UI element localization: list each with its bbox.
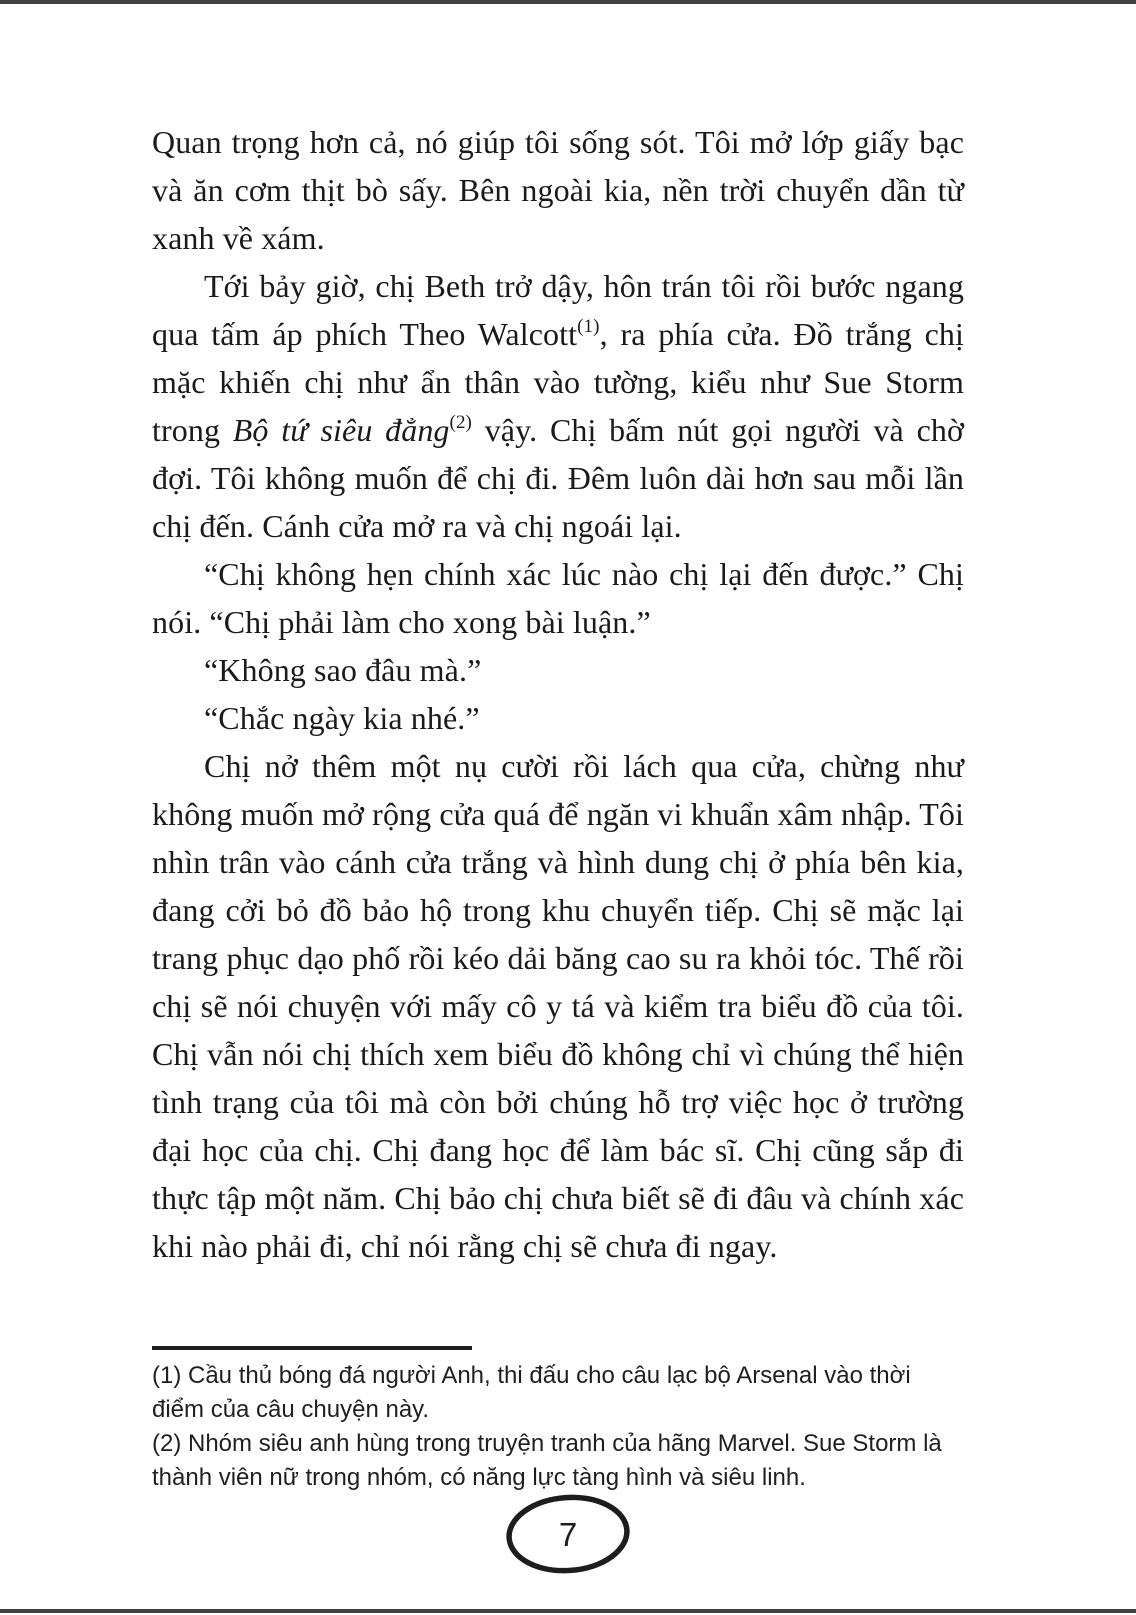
text-segment: , ra phía cửa. Đồ trắng chị mặc khiến chị như ẩn thân vào tường, kiểu như Sue Storm trong [152,316,964,448]
paragraph [152,694,964,742]
text-segment: vậy. Chị bấm nút gọi người và chờ đợi. Tôi không muốn để chị đi. Đêm luôn dài hơn sau mỗi lần chị đến. Cánh cửa mở ra và chị ngoái lại. [152,412,964,544]
text-segment: “Không sao đâu mà.” [204,652,482,688]
text-segment: “Chị không hẹn chính xác lúc nào chị lại đến được.” Chị nói. “Chị phải làm cho xong bài luận.” [152,556,964,640]
paragraph [152,646,964,694]
footnote-marker: (2) [449,412,472,433]
text-segment: “Chắc ngày kia nhé.” [204,700,480,736]
body-text [152,118,964,1270]
bottom-border-bar [0,1609,1136,1613]
footnote-marker: (1) [577,316,600,337]
paragraph [152,262,964,550]
top-border-bar [0,0,1136,4]
paragraph [152,742,964,1270]
footnote-area [152,1346,964,1495]
page-number-oval [504,1492,632,1576]
footnote-list [152,1359,964,1495]
footnote-separator-rule [152,1346,472,1350]
page-number-text: 7 [558,1516,578,1553]
page-number [0,1492,1136,1576]
paragraph [152,118,964,262]
text-segment: Bộ tứ siêu đẳng [232,412,450,448]
text-segment: Tới bảy giờ, chị Beth trở dậy, hôn trán tôi rồi bước ngang qua tấm áp phích Theo Walcott [152,268,964,352]
footnote-item: (2) Nhóm siêu anh hùng trong truyện tranh của hãng Marvel. Sue Storm là thành viên nữ trong nhóm, có năng lực tàng hình và siêu linh. [152,1430,942,1491]
text-segment: Chị nở thêm một nụ cười rồi lách qua cửa, chừng như không muốn mở rộng cửa quá để ngăn vi khuẩn xâm nhập. Tôi nhìn trân vào cánh cửa trắng và hình dung chị ở phía bên kia, đang cởi bỏ đồ bảo hộ trong khu chuyển tiếp. Chị sẽ mặc lại trang phục dạo phố rồi kéo dải băng cao su ra khỏi tóc. Thế rồi chị sẽ nói chuyện với mấy cô y tá và kiểm tra biểu đồ của tôi. Chị vẫn nói chị thích xem biểu đồ không chỉ vì chúng thể hiện tình trạng của tôi mà còn bởi chúng hỗ trợ việc học ở trường đại học của chị. Chị đang học để làm bác sĩ. Chị cũng sắp đi thực tập một năm. Chị bảo chị chưa biết sẽ đi đâu và chính xác khi nào phải đi, chỉ nói rằng chị sẽ chưa đi ngay. [152,748,964,1264]
paragraph [152,550,964,646]
footnote-item: (1) Cầu thủ bóng đá người Anh, thi đấu cho câu lạc bộ Arsenal vào thời điểm của câu chuyện này. [152,1362,911,1423]
text-segment: Quan trọng hơn cả, nó giúp tôi sống sót. Tôi mở lớp giấy bạc và ăn cơm thịt bò sấy. Bên ngoài kia, nền trời chuyển dần từ xanh về xám. [152,124,964,256]
